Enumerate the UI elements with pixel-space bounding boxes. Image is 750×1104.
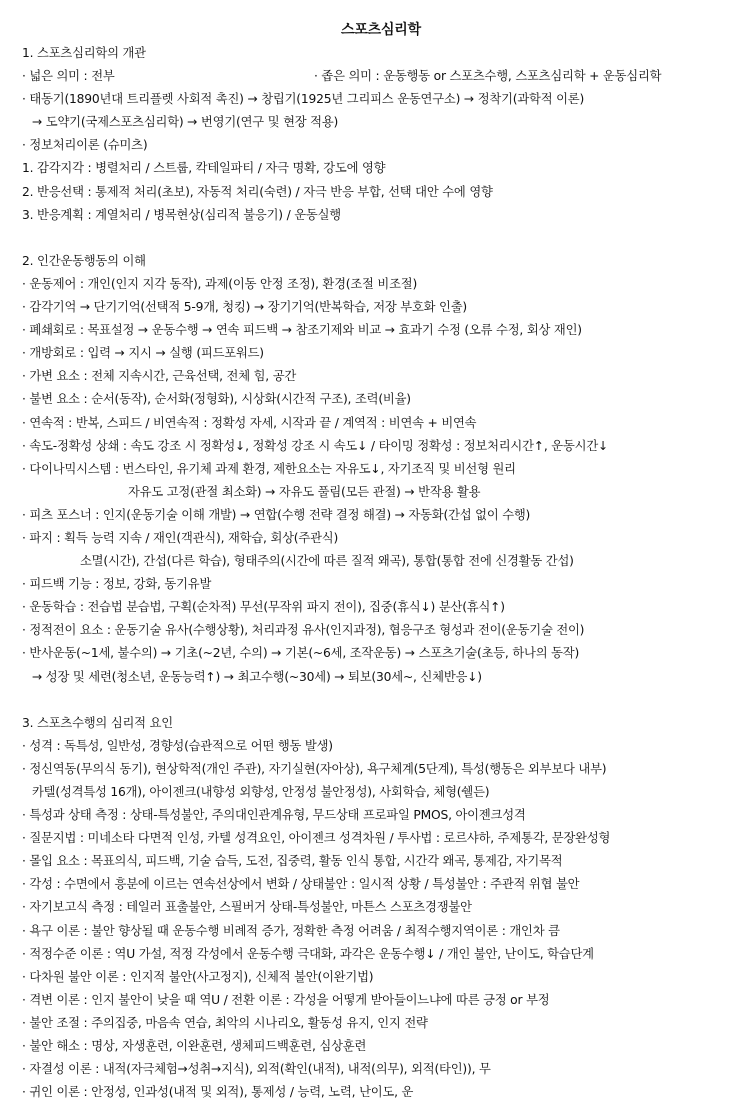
spacer [22,689,740,712]
list-item: · 정적전이 요소 : 운동기술 유사(수행상황), 처리과정 유사(인지과정), 협응구조 형성과 전이(운동기술 전이) [22,623,585,638]
history-line: · 태동기(1890년대 트리플렛 사회적 촉진) → 창립기(1925년 그리피스 운동연구소) → 정착기(과학적 이론) [22,92,585,107]
list-item: · 폐쇄회로 : 목표설정 → 운동수행 → 연속 피드백 → 참조기제와 비교 → 효과기 수정 (오류 수정, 회상 재인) [22,323,582,338]
info-processing-line: · 정보처리이론 (슈미츠) [22,138,148,153]
list-item-cont: 카텔(성격특성 16개), 아이젠크(내향성 외향성, 안정성 불안정성), 사회학습, 체형(쉘든) [32,785,490,799]
narrow-meaning-text: · 좁은 의미 : 운동행동 or 스포츠수행, 스포츠심리학 + 운동심리학 [314,69,662,84]
list-item: · 속도-정확성 상쇄 : 속도 강조 시 정확성↓, 정확성 강조 시 속도↓ / 타이밍 정확성 : 정보처리시간↑, 운동시간↓ [22,438,609,453]
list-item: · 성격 : 독특성, 일반성, 경향성(습관적으로 어떤 행동 발생) [22,738,333,753]
list-item: · 정신역동(무의식 동기), 현상학적(개인 주관), 자기실현(자아상), 욕구체계(5단계), 특성(행동은 외부보다 내부) [22,761,607,776]
list-item: · 감각기억 → 단기기억(선택적 5-9개, 청킹) → 장기기억(반복학습, 저장 부호화 인출) [22,300,467,315]
list-item: · 특성과 상태 측정 : 상태-특성불안, 주의대인관계유형, 무드상태 프로파일 PMOS, 아이젠크성격 [22,808,526,823]
stage-2-line: 2. 반응선택 : 통제적 처리(초보), 자동적 처리(숙련) / 자극 반응 부합, 선택 대안 수에 영향 [22,184,493,199]
list-item: · 불안 해소 : 명상, 자생훈련, 이완훈련, 생체피드백훈련, 심상훈련 [22,1039,367,1054]
list-item: · 욕구 이론 : 불안 향상될 때 운동수행 비례적 증가, 정확한 측정 어려움 / 최적수행지역이론 : 개인차 큼 [22,923,560,938]
list-item-cont: 자유도 고정(관절 최소화) → 자유도 풀림(모든 관절) → 반작용 활용 [128,484,481,499]
list-item: · 개방회로 : 입력 → 지시 → 실행 (피드포워드) [22,346,264,361]
list-item: · 불변 요소 : 순서(동작), 순서화(정형화), 시상화(시간적 구조), 조력(비율) [22,392,411,407]
list-item: · 불안 조절 : 주의집중, 마음속 연습, 최악의 시나리오, 활동성 유지, 인지 전략 [22,1015,428,1030]
list-item: · 가변 요소 : 전체 지속시간, 근육선택, 전체 힘, 공간 [22,369,297,384]
list-item: · 피츠 포스너 : 인지(운동기술 이해 개발) → 연합(수행 전략 결정 해결) → 자동화(간섭 없이 수행) [22,507,531,522]
section-3-heading: 3. 스포츠수행의 심리적 요인 [22,715,173,730]
list-item: · 연속적 : 반복, 스피드 / 비연속적 : 정확성 자세, 시작과 끝 / 계역적 : 비연속 + 비연속 [22,415,477,430]
list-item: · 격변 이론 : 인지 불안이 낮을 때 역U / 전환 이론 : 각성을 어떻게 받아들이느냐에 따른 긍정 or 부정 [22,992,550,1007]
list-item: · 반사운동(~1세, 불수의) → 기초(~2년, 수의) → 기본(~6세, 조작운동) → 스포츠기술(초등, 하나의 동작) [22,646,580,661]
list-item: · 질문지법 : 미네소타 다면적 인성, 카텔 성격요인, 아이젠크 성격차원 / 투사법 : 로르샤하, 주제통각, 문장완성형 [22,831,611,846]
list-item: · 귀인 이론 : 안정성, 인과성(내적 및 외적), 통제성 / 능력, 노력, 난이도, 운 [22,1085,414,1100]
list-item-cont: → 성장 및 세련(청소년, 운동능력↑) → 최고수행(~30세) → 퇴보(30세~, 신체반응↓) [32,669,482,684]
stage-3-line: 3. 반응계획 : 계열처리 / 병목현상(심리적 불응기) / 운동실행 [22,207,341,222]
document-title: 스포츠심리학 [341,22,421,38]
list-item: · 자결성 이론 : 내적(자극체험→성취→지식), 외적(확인(내적), 내적(의무), 외적(타인)), 무 [22,1062,491,1077]
list-item: · 파지 : 획득 능력 지속 / 재인(객관식), 재학습, 회상(주관식) [22,530,339,545]
list-item: · 운동학습 : 전습법 분습법, 구획(순차적) 무선(무작위 파지 전이), 집중(휴식↓) 분산(휴식↑) [22,600,505,615]
list-item: · 몰입 요소 : 목표의식, 피드백, 기술 습득, 도전, 집중력, 활동 인식 통합, 시간각 왜곡, 통제감, 자기목적 [22,854,563,869]
list-item: · 다차원 불안 이론 : 인지적 불안(사고정지), 신체적 불안(이완기법) [22,969,374,984]
list-item: · 각성 : 수면에서 흥분에 이르는 연속선상에서 변화 / 상태불안 : 일시적 상황 / 특성불안 : 주관적 위협 불안 [22,877,580,892]
stage-1-line: 1. 감각지각 : 병렬처리 / 스트룹, 칵테일파티 / 자극 명확, 강도에 영향 [22,161,386,176]
broad-meaning-text: · 넓은 의미 : 전부 [22,69,115,84]
list-item: · 적정수준 이론 : 역U 가설, 적정 각성에서 운동수행 극대화, 과각은 운동수행↓ / 개인 불안, 난이도, 학습단계 [22,946,594,961]
spacer [22,227,740,250]
history-line-cont: → 도약기(국제스포츠심리학) → 번영기(연구 및 현장 적용) [32,115,339,130]
list-item: · 피드백 기능 : 정보, 강화, 동기유발 [22,577,212,592]
scope-line [22,65,740,88]
section-1-heading: 1. 스포츠심리학의 개관 [22,46,146,60]
section-2-heading: 2. 인간운동행동의 이해 [22,253,146,268]
list-item: · 다이나믹시스템 : 번스타인, 유기체 과제 환경, 제한요소는 자유도↓, 자기조직 및 비선형 원리 [22,461,516,476]
list-item: · 자기보고식 측정 : 테일러 표출불안, 스필버거 상태-특성불안, 마튼스 스포츠경쟁불안 [22,900,472,915]
list-item: · 운동제어 : 개인(인지 지각 동작), 과제(이동 안정 조정), 환경(조절 비조절) [22,276,418,291]
list-item-cont: 소멸(시간), 간섭(다른 학습), 형태주의(시간에 따른 질적 왜곡), 통합(통합 전에 신경활동 간섭) [80,554,574,569]
